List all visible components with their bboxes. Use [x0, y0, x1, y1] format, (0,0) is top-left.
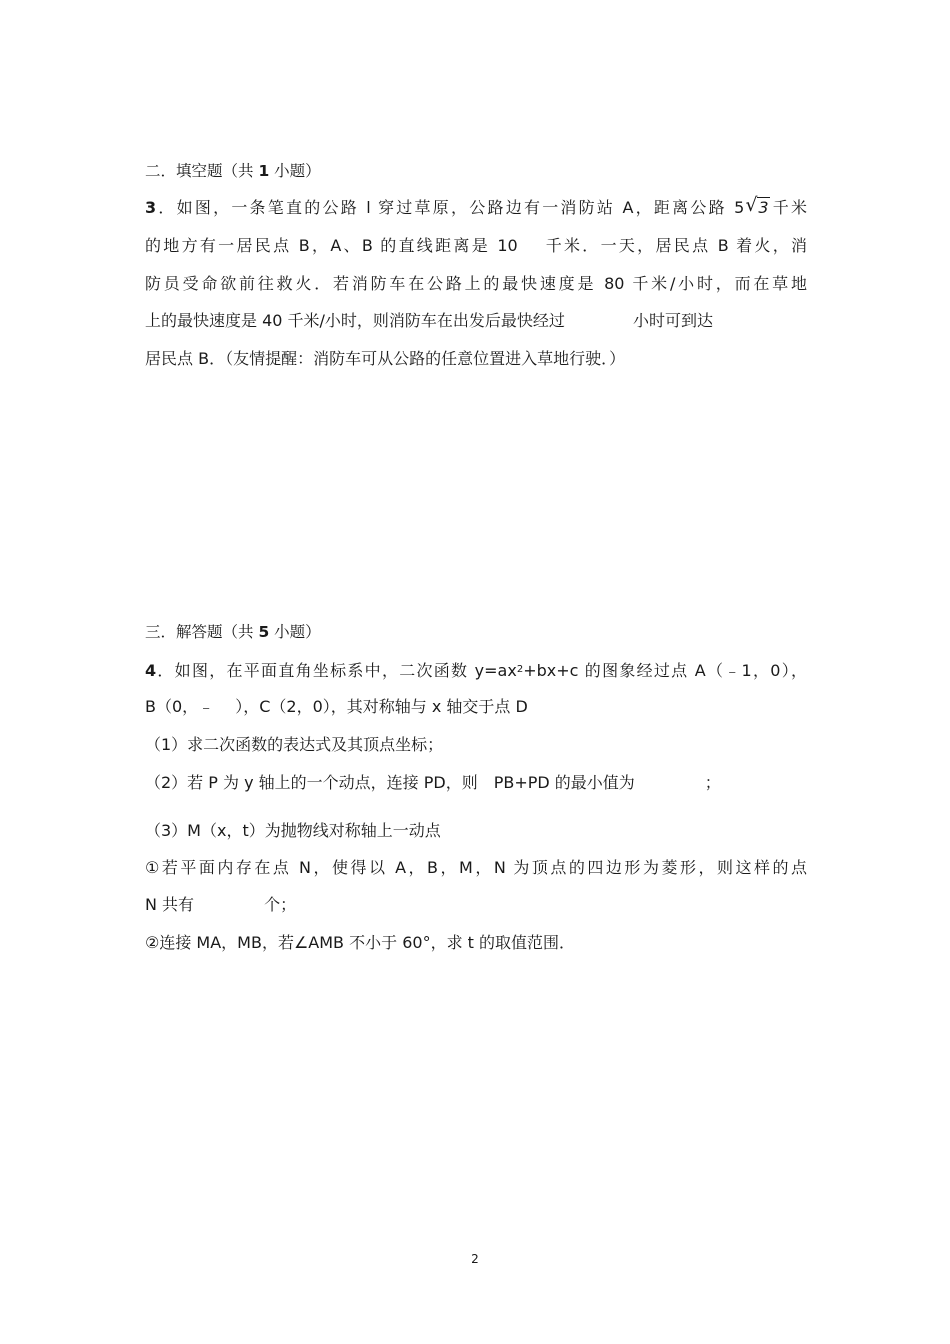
q4-line-1	[145, 659, 807, 682]
section-heading-suffix: 小题）	[269, 162, 321, 180]
question-number: 3	[145, 198, 157, 217]
page-number: 2	[471, 1252, 479, 1266]
section-question-count: 5	[258, 623, 270, 641]
q4-text: +bx+c 的图象经过点 A（﹣1，0），	[523, 661, 807, 680]
question-number: 4	[145, 661, 157, 680]
section-heading-solutions	[145, 621, 321, 643]
q3-line-5: 居民点 B．（友情提醒：消防车可从公路的任意位置进入草地行驶．）	[145, 349, 626, 368]
q4-line-2: B（0，﹣ ），C（2，0），其对称轴与 x 轴交于点 D	[145, 697, 528, 716]
q4-text: 个；	[264, 895, 297, 914]
q4-part-1: （1）求二次函数的表达式及其顶点坐标；	[145, 735, 444, 754]
q4-part-2	[145, 772, 721, 794]
radicand: 3	[758, 198, 769, 217]
q4-sub-2: ②连接 MA，MB，若∠AMB 不小于 60°，求 t 的取值范围．	[145, 933, 576, 952]
radical-sign-icon: √	[745, 194, 758, 216]
q4-text: ；	[704, 773, 721, 792]
section-heading-suffix: 小题）	[269, 623, 321, 641]
section-heading-prefix: 三．解答题（共	[145, 623, 259, 641]
q3-line-2: 的地方有一居民点 B，A、B 的直线距离是 10 千米．一天，居民点 B 着火，消	[145, 236, 807, 255]
section-heading-prefix: 二．填空题（共	[145, 162, 259, 180]
q3-text: 千米	[770, 198, 807, 217]
sqrt-expression	[745, 194, 769, 219]
q4-text: ．如图，在平面直角坐标系中，二次函数 y=ax	[156, 661, 517, 680]
exponent: 2	[516, 664, 524, 675]
q4-text: N 共有	[145, 895, 195, 914]
q3-text: 上的最快速度是 40 千米/小时，则消防车在出发后最快经过	[145, 311, 565, 330]
q4-text: （2）若 P 为 y 轴上的一个动点，连接 PD，则 PB+PD 的最小值为	[145, 773, 635, 792]
section-question-count: 1	[258, 162, 270, 180]
q4-part-3: （3）M（x，t）为抛物线对称轴上一动点	[145, 821, 441, 840]
q3-text: 小时可到达	[632, 311, 713, 330]
q4-sub-1-line-2	[145, 894, 296, 916]
q3-line-1	[145, 194, 807, 219]
q3-line-4	[145, 310, 713, 332]
q3-line-3: 防员受命欲前往救火．若消防车在公路上的最快速度是 80 千米/小时，而在草地	[145, 274, 807, 293]
section-heading-fill-blank	[145, 160, 321, 182]
q4-sub-1-line-1: ①若平面内存在点 N，使得以 A，B，M，N 为顶点的四边形为菱形，则这样的点	[145, 858, 807, 877]
q3-text: ．如图，一条笔直的公路 l 穿过草原，公路边有一消防站 A，距离公路 5	[156, 198, 745, 217]
